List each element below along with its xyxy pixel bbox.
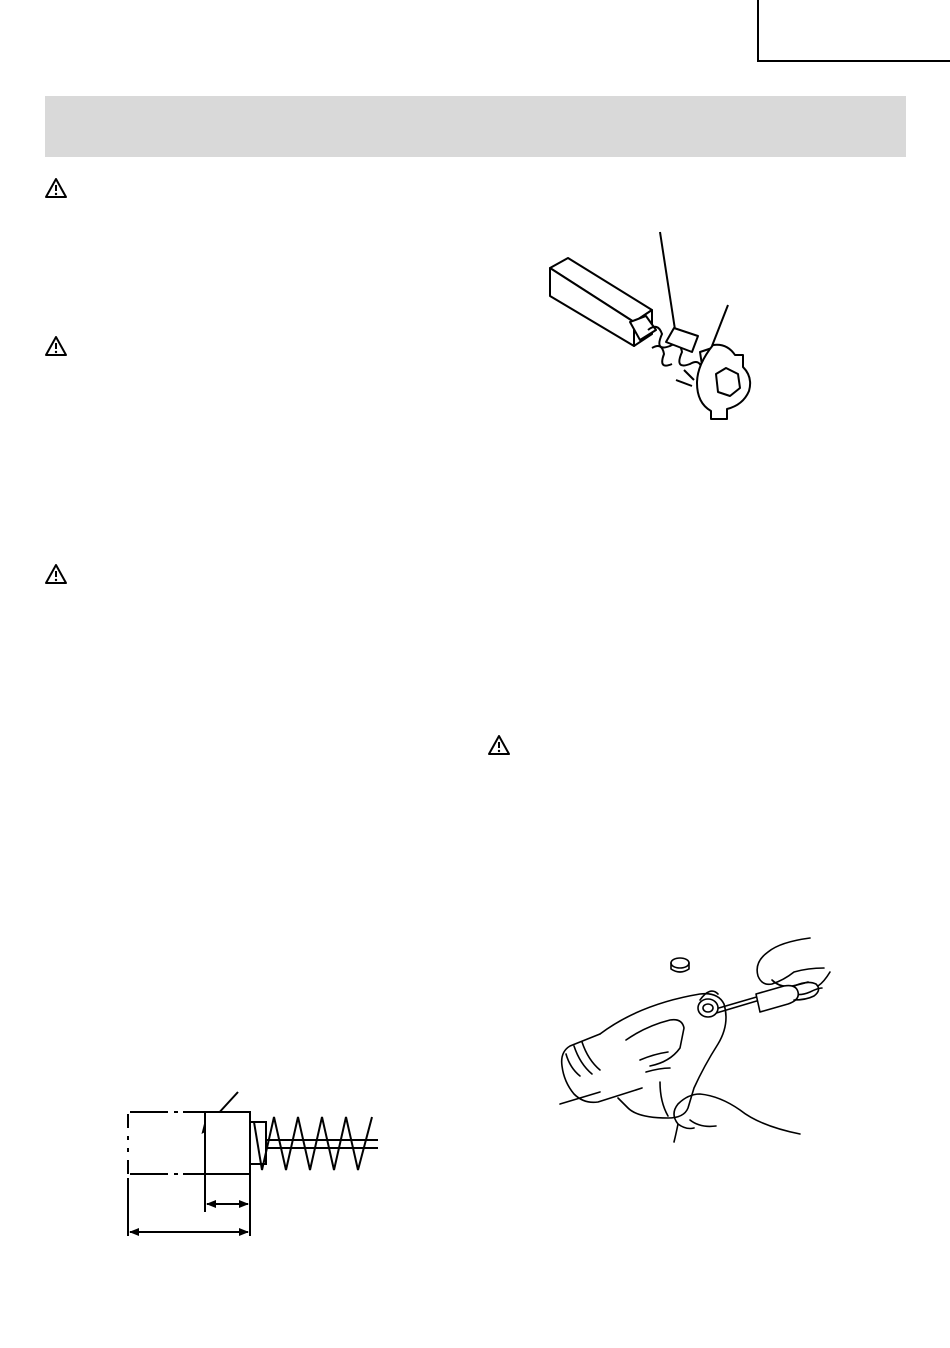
language-tab (757, 0, 950, 62)
warning-triangle-icon (44, 177, 68, 199)
drill-brush-cap-removal-illustration (550, 930, 850, 1150)
brush-wear-limit-diagram (120, 1085, 390, 1240)
carbon-brush-illustration (540, 228, 770, 428)
warning-triangle-icon (487, 734, 511, 756)
warning-triangle-icon (44, 563, 68, 585)
warning-triangle-icon (44, 335, 68, 357)
section-heading-bar (45, 96, 906, 157)
